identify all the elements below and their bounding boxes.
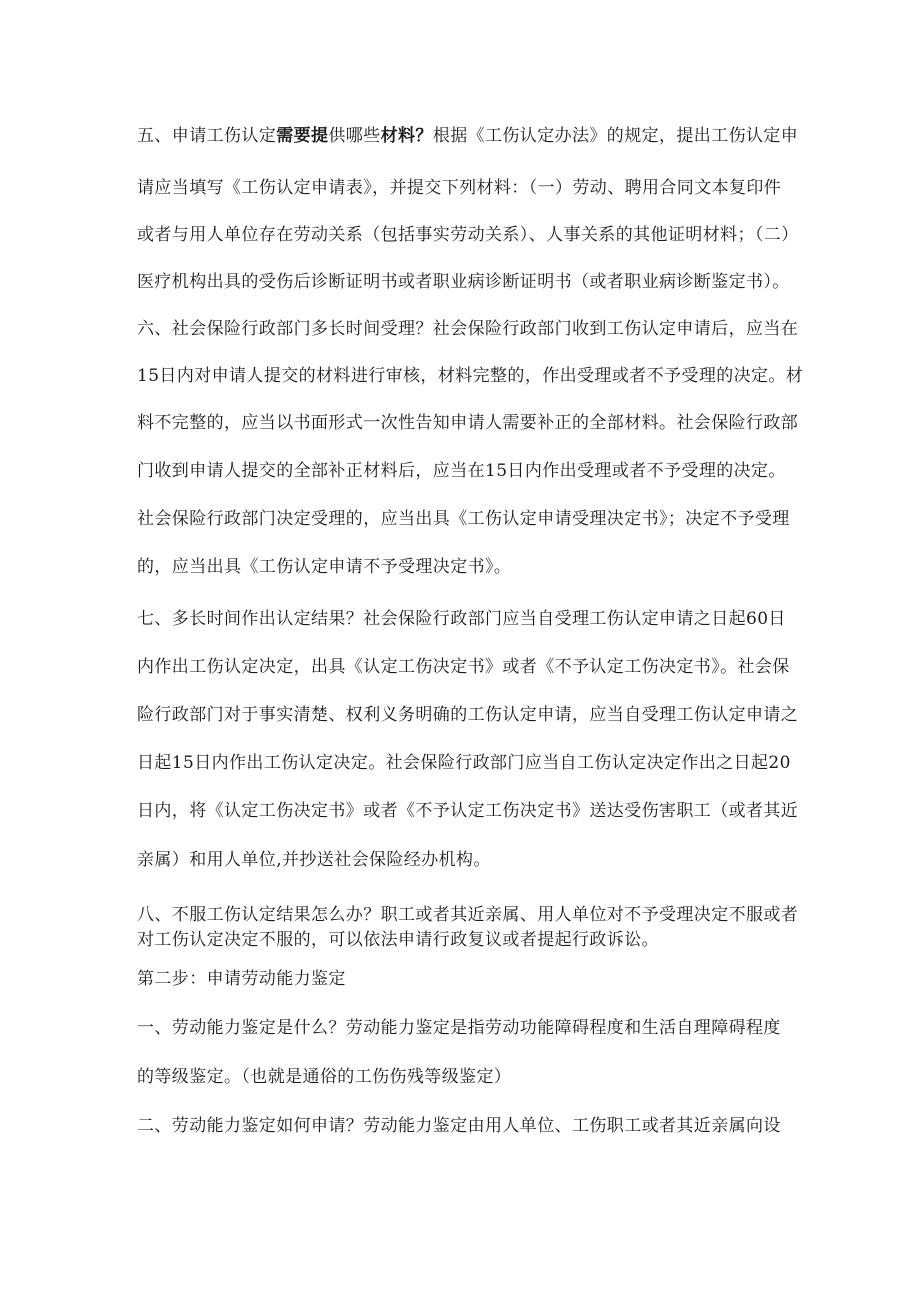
p6-line-1: 六、社会保险行政部门多长时间受理？社会保险行政部门收到工伤认定申请后，应当在 (137, 319, 799, 339)
p5-line-1-bold-a: 需要提 (276, 126, 329, 146)
p8-line-1: 八、不服工伤认定结果怎么办？职工或者其近亲属、用人单位对不予受理决定不服或者 (137, 905, 799, 925)
p5-line-1 (137, 124, 817, 148)
p7-line-1: 七、多长时间作出认定结果？社会保险行政部门应当自受理工伤认定申请之日起60日 (137, 609, 786, 629)
p5-line-4: 医疗机构出具的受伤后诊断证明书或者职业病诊断证明书（或者职业病诊断鉴定书）。 (137, 272, 790, 292)
p6-line-5: 社会保险行政部门决定受理的，应当出具《工伤认定申请受理决定书》；决定不予受理 (137, 509, 790, 529)
p5-line-3: 或者与用人单位存在劳动关系（包括事实劳动关系）、人事关系的其他证明材料；（二） (137, 225, 799, 245)
p7-line-2: 内作出工伤认定决定，出具《认定工伤决定书》或者《不予认定工伤决定书》。社会保 (137, 657, 790, 677)
p7-line-6: 亲属）和用人单位,并抄送社会保险经办机构。 (137, 850, 491, 870)
step2-heading: 第二步：申请劳动能力鉴定 (137, 969, 346, 989)
p5-line-1-bold-d: 材料？ (380, 126, 433, 146)
p5-line-1-part-a: 五、申请工伤认定 (137, 126, 277, 146)
p5-line-1-part-c: 供哪些 (328, 126, 381, 146)
p5-line-1-part-e: 根据《工伤认定办法》的规定，提出工伤认定申 (432, 126, 799, 146)
q2-line-1: 二、劳动能力鉴定如何申请？劳动能力鉴定由用人单位、工伤职工或者其近亲属向设 (137, 1116, 781, 1136)
p6-line-6: 的，应当出具《工伤认定申请不予受理决定书》。 (137, 557, 512, 577)
q1-line-1: 一、劳动能力鉴定是什么？劳动能力鉴定是指劳动功能障碍程度和生活自理障碍程度 (137, 1018, 781, 1038)
p7-line-4: 日起15日内作出工伤认定决定。社会保险行政部门应当自工伤认定决定作出之日起20 (137, 753, 791, 773)
p7-line-3: 险行政部门对于事实清楚、权利义务明确的工伤认定申请，应当自受理工伤认定申请之 (137, 705, 799, 725)
p6-line-4: 门收到申请人提交的全部补正材料后，应当在15日内作出受理或者不予受理的决定。 (137, 461, 786, 481)
p8-line-2: 对工伤认定决定不服的，可以依法申请行政复议或者提起行政诉讼。 (137, 930, 659, 950)
p5-line-2: 请应当填写《工伤认定申请表》，并提交下列材料：（一）劳动、聘用合同文本复印件 (137, 178, 782, 198)
q1-line-2: 的等级鉴定。（也就是通俗的工伤伤残等级鉴定） (137, 1067, 512, 1087)
p6-line-2: 15日内对申请人提交的材料进行审核，材料完整的，作出受理或者不予受理的决定。材 (137, 366, 804, 386)
p6-line-3: 料不完整的，应当以书面形式一次性告知申请人需要补正的全部材料。社会保险行政部 (137, 413, 799, 433)
p7-line-5: 日内，将《认定工伤决定书》或者《不予认定工伤决定书》送达受伤害职工（或者其近 (137, 801, 799, 821)
